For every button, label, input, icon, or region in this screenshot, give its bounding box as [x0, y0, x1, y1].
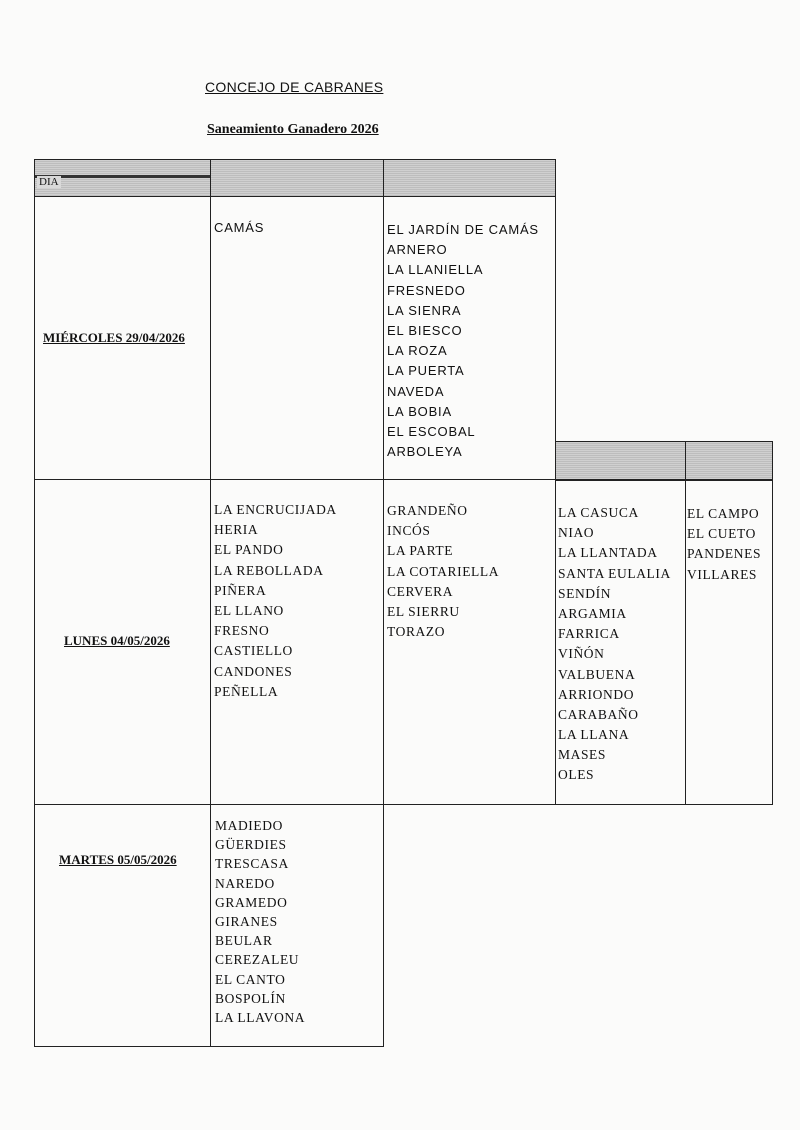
village-name: SENDÍN — [558, 585, 612, 601]
village-name: EL PANDO — [214, 542, 284, 558]
village-name: GRANDEÑO — [387, 503, 468, 518]
village-name: MADIEDO — [215, 818, 283, 833]
village-name: CARABAÑO — [558, 706, 639, 722]
day-label: MARTES 05/05/2026 — [59, 852, 177, 867]
col1-cell-row2 — [210, 479, 384, 805]
village-name: NAVEDA — [387, 383, 445, 399]
day-cell-row3 — [34, 804, 211, 1047]
village-name: VIÑÓN — [558, 646, 605, 662]
village-name: LA LLANIELLA — [387, 262, 484, 278]
col1-cell-row3 — [210, 804, 384, 1047]
col3-cell-row2 — [555, 479, 686, 805]
village-name: LA LLANA — [558, 727, 630, 743]
village-name: GRAMEDO — [215, 894, 288, 910]
day-cell-row1 — [34, 196, 211, 480]
village-name: BEULAR — [215, 933, 273, 949]
village-name: CEREZALEU — [215, 952, 300, 968]
village-name: ARGAMIA — [558, 605, 627, 621]
village-name: EL BIESCO — [387, 322, 463, 338]
day-label: MIÉRCOLES 29/04/2026 — [43, 330, 185, 345]
village-name: FRESNO — [214, 623, 270, 639]
village-name: LA ENCRUCIJADA — [214, 502, 337, 517]
village-name: EL SIERRU — [387, 603, 460, 619]
col2-cell-row2 — [383, 479, 556, 805]
village-name: CERVERA — [387, 583, 454, 599]
village-list — [214, 500, 337, 702]
village-name: ARBOLEYA — [387, 444, 463, 460]
village-name: LA BOBIA — [387, 403, 452, 419]
village-name: ARNERO — [387, 242, 448, 258]
village-name: MASES — [558, 747, 607, 763]
day-cell-row2 — [34, 479, 211, 805]
header-cell-col2 — [383, 159, 556, 197]
village-list — [687, 504, 761, 585]
village-name: TORAZO — [387, 624, 446, 640]
village-name: LA SIENRA — [387, 302, 462, 318]
village-name: LA LLANTADA — [558, 545, 658, 561]
col4-cell-row2 — [685, 479, 773, 805]
village-name: FRESNEDO — [387, 282, 466, 298]
header-band — [35, 175, 210, 178]
village-name: GÜERDIES — [215, 837, 287, 853]
village-name: PEÑELLA — [214, 683, 279, 699]
village-list — [387, 501, 499, 642]
village-name: GIRANES — [215, 913, 278, 929]
village-name: PIÑERA — [214, 582, 267, 598]
village-name: EL JARDÍN DE CAMÁS — [387, 222, 539, 237]
village-name: EL ESCOBAL — [387, 423, 476, 439]
village-name: VILLARES — [687, 566, 758, 582]
village-list — [215, 816, 305, 1027]
village-name: HERIA — [214, 522, 259, 538]
village-name: NAREDO — [215, 875, 275, 891]
village-name: CASTIELLO — [214, 643, 293, 659]
village-name: LA CASUCA — [558, 505, 639, 520]
village-name: VALBUENA — [558, 666, 636, 682]
header-cell-col4 — [685, 441, 773, 481]
village-name: LA PUERTA — [387, 363, 465, 379]
header-cell-dia — [34, 159, 211, 197]
village-name: LA COTARIELLA — [387, 563, 500, 579]
village-name: PANDENES — [687, 546, 762, 562]
village-name: NIAO — [558, 525, 595, 541]
dia-label: DIA — [39, 176, 59, 188]
village-name: LA ROZA — [387, 343, 448, 359]
village-name: INCÓS — [387, 523, 431, 539]
village-name: EL CANTO — [215, 971, 286, 987]
village-name: EL LLANO — [214, 602, 284, 618]
village-name: BOSPOLÍN — [215, 990, 286, 1006]
village-name: CANDONES — [214, 663, 293, 679]
village-name: LA REBOLLADA — [214, 562, 324, 578]
village-list — [214, 218, 264, 238]
village-name: EL CAMPO — [687, 506, 760, 521]
village-name: OLES — [558, 767, 595, 783]
village-list — [387, 220, 539, 462]
col2-cell-row1 — [383, 196, 556, 480]
village-name: LA LLAVONA — [215, 1009, 306, 1025]
header-cell-col1 — [210, 159, 384, 197]
day-label: LUNES 04/05/2026 — [64, 633, 170, 648]
col1-cell-row1 — [210, 196, 384, 480]
village-name: ARRIONDO — [558, 686, 635, 702]
village-name: FARRICA — [558, 626, 620, 642]
document-subtitle: Saneamiento Ganadero 2026 — [207, 122, 379, 137]
village-name: LA PARTE — [387, 543, 454, 559]
village-name: SANTA EULALIA — [558, 565, 671, 581]
village-list — [558, 503, 671, 786]
header-cell-col3 — [555, 441, 686, 481]
document-title: CONCEJO DE CABRANES — [205, 79, 384, 95]
village-name: CAMÁS — [214, 220, 265, 235]
village-name: EL CUETO — [687, 526, 756, 542]
village-name: TRESCASA — [215, 856, 289, 872]
